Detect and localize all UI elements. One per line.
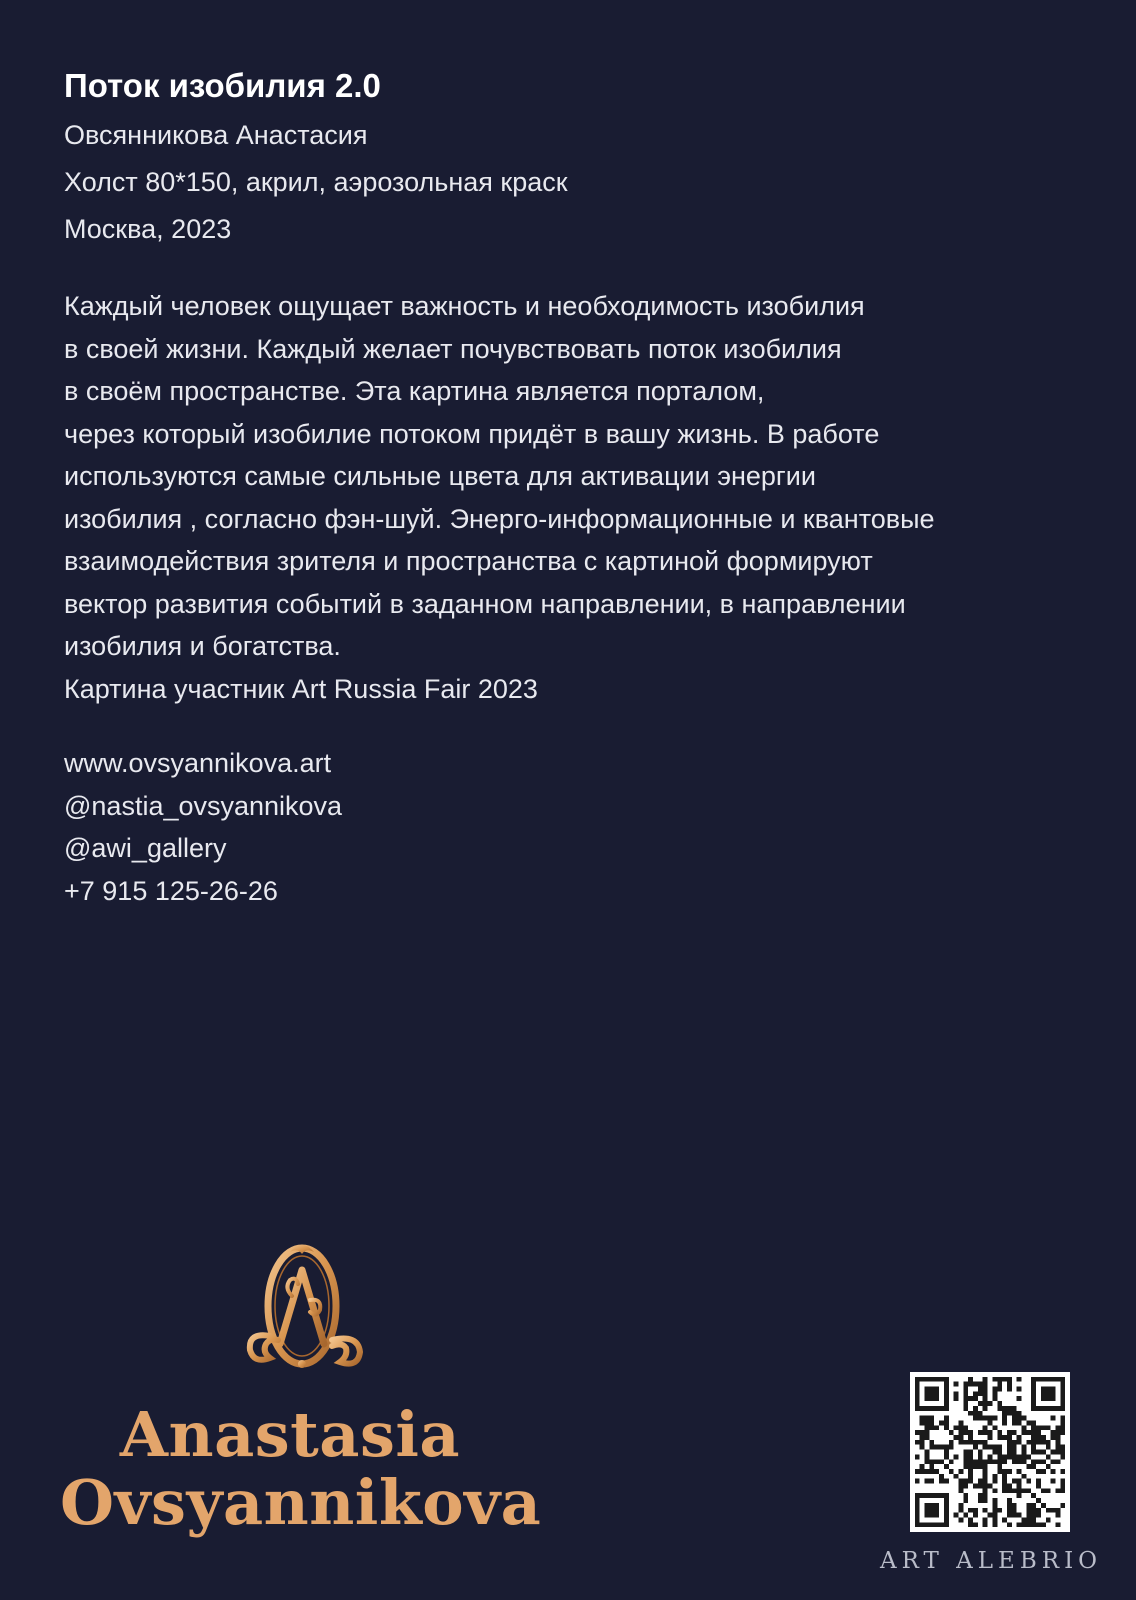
phone-number[interactable]: +7 915 125-26-26 [64, 875, 278, 906]
instagram-artist-link[interactable]: @nastia_ovsyannikova [64, 790, 343, 821]
artwork-medium: Холст 80*150, акрил, аэрозольная краск [64, 167, 568, 197]
description-line: вектор развития событий в заданном направлении, в направлении [64, 588, 906, 619]
description-line: в своей жизни. Каждый желает почувствовать поток изобилия [64, 333, 842, 364]
artwork-meta [64, 64, 1074, 253]
qr-caption: ART ALEBRIO [880, 1548, 1103, 1574]
artist-logo [40, 1240, 540, 1540]
artwork-location-year: Москва, 2023 [64, 214, 232, 244]
contacts [64, 742, 342, 912]
monogram-icon [240, 1240, 370, 1380]
description-line: изобилия , согласно фэн-шуй. Энерго-информационные и квантовые [64, 503, 935, 534]
logo-last-name: Ovsyannikova [60, 1466, 542, 1539]
qr-code-icon[interactable] [910, 1372, 1070, 1532]
artwork-title: Поток изобилия 2.0 [64, 67, 381, 104]
artwork-description [64, 285, 1084, 710]
description-line: в своём пространстве. Эта картина является порталом, [64, 376, 765, 406]
instagram-gallery-link[interactable]: @awi_gallery [64, 833, 227, 863]
description-line: используются самые сильные цвета для активации энергии [64, 461, 816, 491]
website-link[interactable]: www.ovsyannikova.art [64, 748, 332, 778]
description-line: Каждый человек ощущает важность и необходимость изобилия [64, 291, 865, 321]
artist-name: Овсянникова Анастасия [64, 120, 368, 150]
description-line: Картина участник Art Russia Fair 2023 [64, 673, 538, 704]
description-line: взаимодействия зрителя и пространства с картиной формируют [64, 546, 873, 576]
logo-first-name: Anastasia [119, 1398, 461, 1471]
qr-block [880, 1372, 1120, 1600]
description-line: через который изобилие потоком придёт в вашу жизнь. В работе [64, 418, 880, 449]
description-line: изобилия и богатства. [64, 631, 341, 661]
